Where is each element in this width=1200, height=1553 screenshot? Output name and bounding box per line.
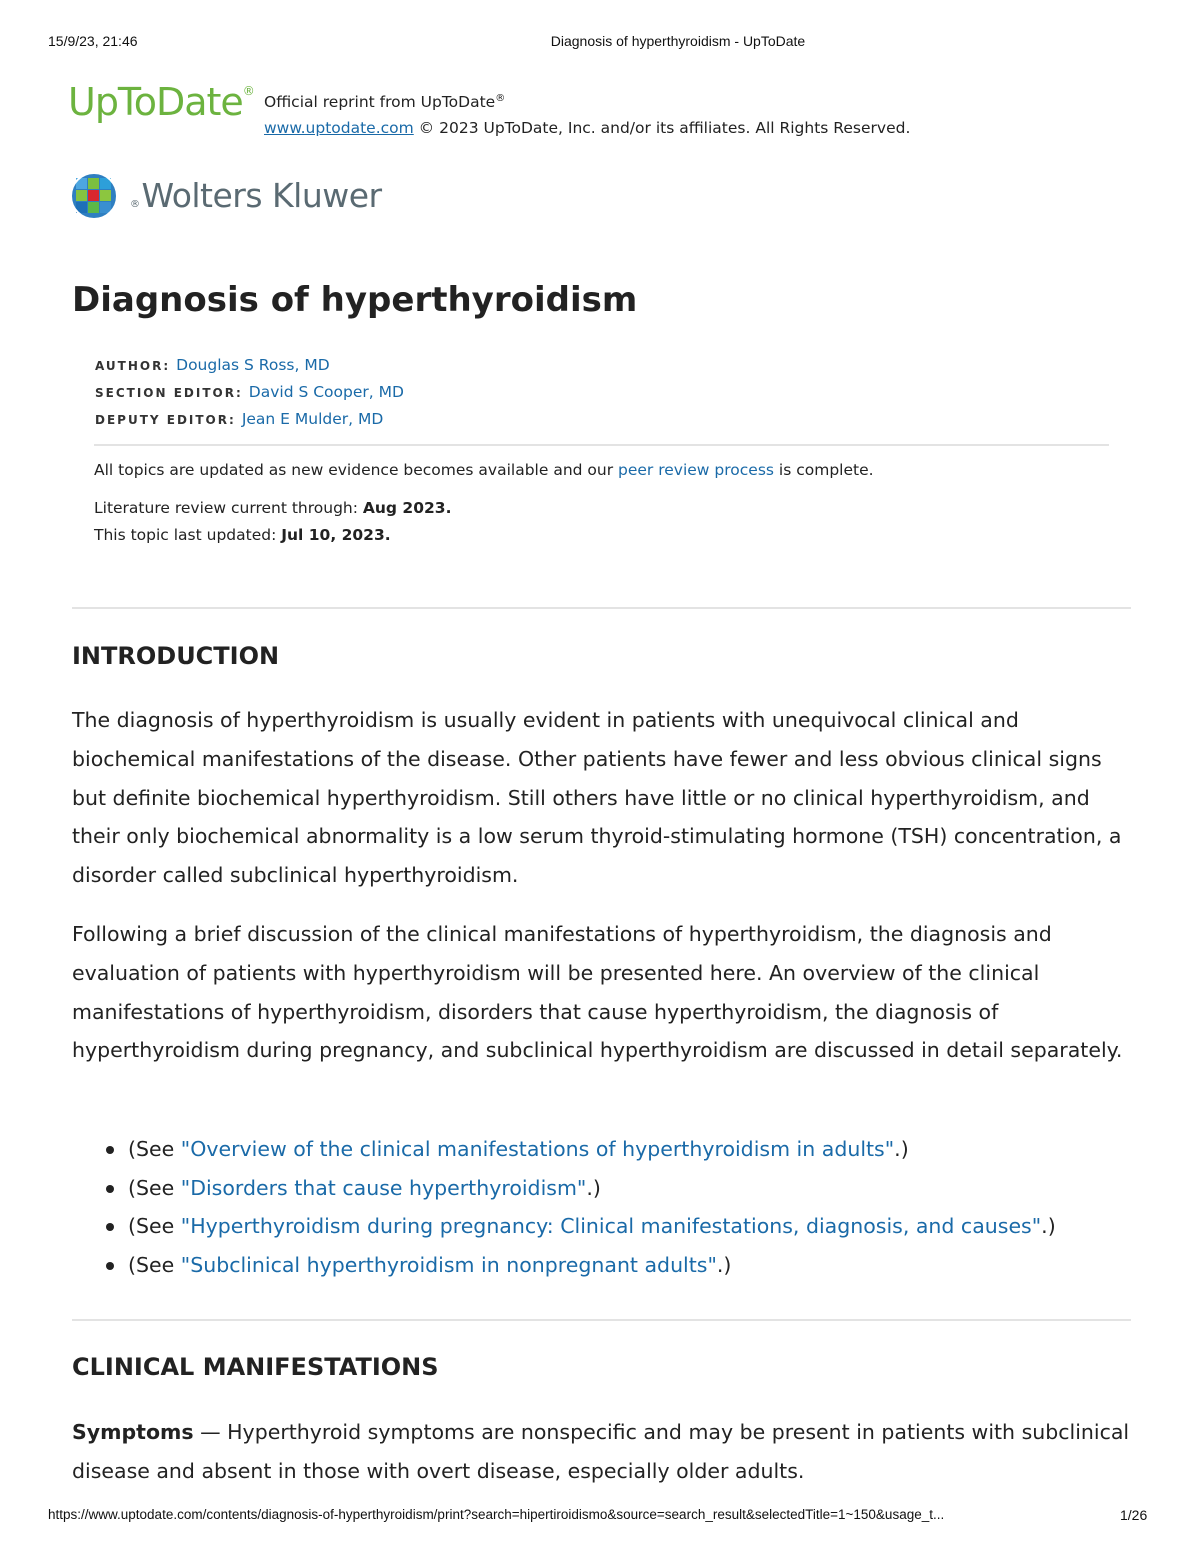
list-item — [106, 1169, 1056, 1208]
see-prefix: (See — [128, 1175, 181, 1200]
introduction-heading: INTRODUCTION — [72, 642, 280, 670]
peer-review-link[interactable]: peer review process — [618, 461, 774, 479]
see-link-subclinical[interactable]: "Subclinical hyperthyroidism in nonpregnant adults" — [180, 1252, 717, 1277]
section-editor-label: SECTION EDITOR: — [95, 386, 243, 400]
section-editor-row — [95, 383, 404, 401]
print-datetime: 15/9/23, 21:46 — [48, 33, 138, 49]
wk-logo-text: Wolters Kluwer — [141, 176, 382, 215]
copyright-text: © 2023 UpToDate, Inc. and/or its affiliates. All Rights Reserved. — [413, 119, 911, 138]
wk-registered-mark: ® — [130, 199, 140, 210]
last-updated — [94, 526, 391, 544]
literature-review — [94, 499, 451, 517]
reprint-line: Official reprint from UpToDate — [264, 93, 496, 112]
intro-paragraph-2: Following a brief discussion of the clinical manifestations of hyperthyroidism, the diagnosis and evaluation of patients with hyperthyroidism will be presented here. An overview of the clinical manifestations of hyperthyroidism, disorders that cause hyperthyroidism, the diagnosis of hyperthyroidism during pregnancy, and subclinical hyperthyroidism are discussed in detail separately. — [72, 922, 1123, 1063]
see-suffix: .) — [716, 1252, 732, 1277]
print-page-title: Diagnosis of hyperthyroidism - UpToDate — [550, 33, 806, 49]
update-note — [94, 461, 874, 479]
uptodate-logo — [68, 80, 254, 124]
registered-mark: ® — [242, 84, 254, 98]
list-item — [106, 1246, 1056, 1285]
author-row — [95, 356, 330, 374]
see-prefix: (See — [128, 1252, 181, 1277]
symptoms-label: Symptoms — [72, 1420, 194, 1444]
see-suffix: .) — [894, 1137, 909, 1161]
wolters-kluwer-logo-icon — [70, 172, 118, 220]
update-note-end: is complete. — [773, 461, 874, 479]
deputy-editor-row — [95, 410, 383, 428]
lit-review-date: Aug 2023. — [362, 499, 452, 517]
clinical-manifestations-heading: CLINICAL MANIFESTATIONS — [72, 1353, 439, 1381]
section-divider — [72, 607, 1131, 609]
divider — [94, 444, 1109, 446]
uptodate-logo-text: UpToDate — [68, 80, 243, 124]
page-number: 1/26 — [1120, 1507, 1148, 1523]
deputy-editor-label: DEPUTY EDITOR: — [95, 413, 236, 427]
author-label: AUTHOR: — [95, 359, 171, 373]
print-url: https://www.uptodate.com/contents/diagnosis-of-hyperthyroidism/print?search=hipertiroidismo&source=search_result&selectedTitle=1~150&usage_t... — [48, 1507, 945, 1522]
see-link-pregnancy[interactable]: "Hyperthyroidism during pregnancy: Clinical manifestations, diagnosis, and causes" — [180, 1214, 1042, 1238]
see-prefix: (See — [128, 1137, 181, 1161]
last-updated-date: Jul 10, 2023. — [281, 526, 391, 544]
reprint-notice — [264, 86, 910, 141]
see-also-list — [106, 1130, 1056, 1284]
see-link-disorders[interactable]: "Disorders that cause hyperthyroidism" — [180, 1175, 587, 1200]
reprint-registered-mark: ® — [495, 93, 506, 104]
section-editor-link[interactable]: David S Cooper, MD — [248, 383, 404, 401]
see-link-overview[interactable]: "Overview of the clinical manifestations of hyperthyroidism in adults" — [180, 1137, 895, 1161]
list-item — [106, 1207, 1056, 1246]
symptoms-paragraph — [72, 1413, 1142, 1491]
intro-paragraph-1: The diagnosis of hyperthyroidism is usually evident in patients with unequivocal clinical and biochemical manifestations of the disease. Other patients have fewer and less obvious clinical signs but definite biochemical hyperthyroidism. Still others have little or no clinical hyperthyroidism, and their only biochemical abnormality is a low serum thyroid-stimulating hormone (TSH) concentration, a disorder called subclinical hyperthyroidism. — [72, 708, 1122, 888]
author-link[interactable]: Douglas S Ross, MD — [176, 356, 330, 374]
section-divider — [72, 1319, 1131, 1321]
deputy-editor-link[interactable]: Jean E Mulder, MD — [241, 410, 384, 428]
lit-review-label: Literature review current through: — [94, 499, 363, 517]
see-suffix: .) — [586, 1175, 601, 1200]
symptoms-text: — Hyperthyroid symptoms are nonspecific and may be present in patients with subclinical disease and absent in those with overt disease, especially older adults. — [72, 1420, 1130, 1483]
uptodate-site-link[interactable]: www.uptodate.com — [264, 119, 414, 138]
last-updated-label: This topic last updated: — [94, 526, 282, 544]
list-item — [106, 1130, 1056, 1169]
see-suffix: .) — [1041, 1214, 1056, 1238]
wolters-kluwer-wordmark — [130, 176, 382, 215]
update-note-text: All topics are updated as new evidence becomes available and our — [94, 461, 619, 479]
page-title: Diagnosis of hyperthyroidism — [72, 280, 638, 320]
see-prefix: (See — [128, 1214, 181, 1238]
